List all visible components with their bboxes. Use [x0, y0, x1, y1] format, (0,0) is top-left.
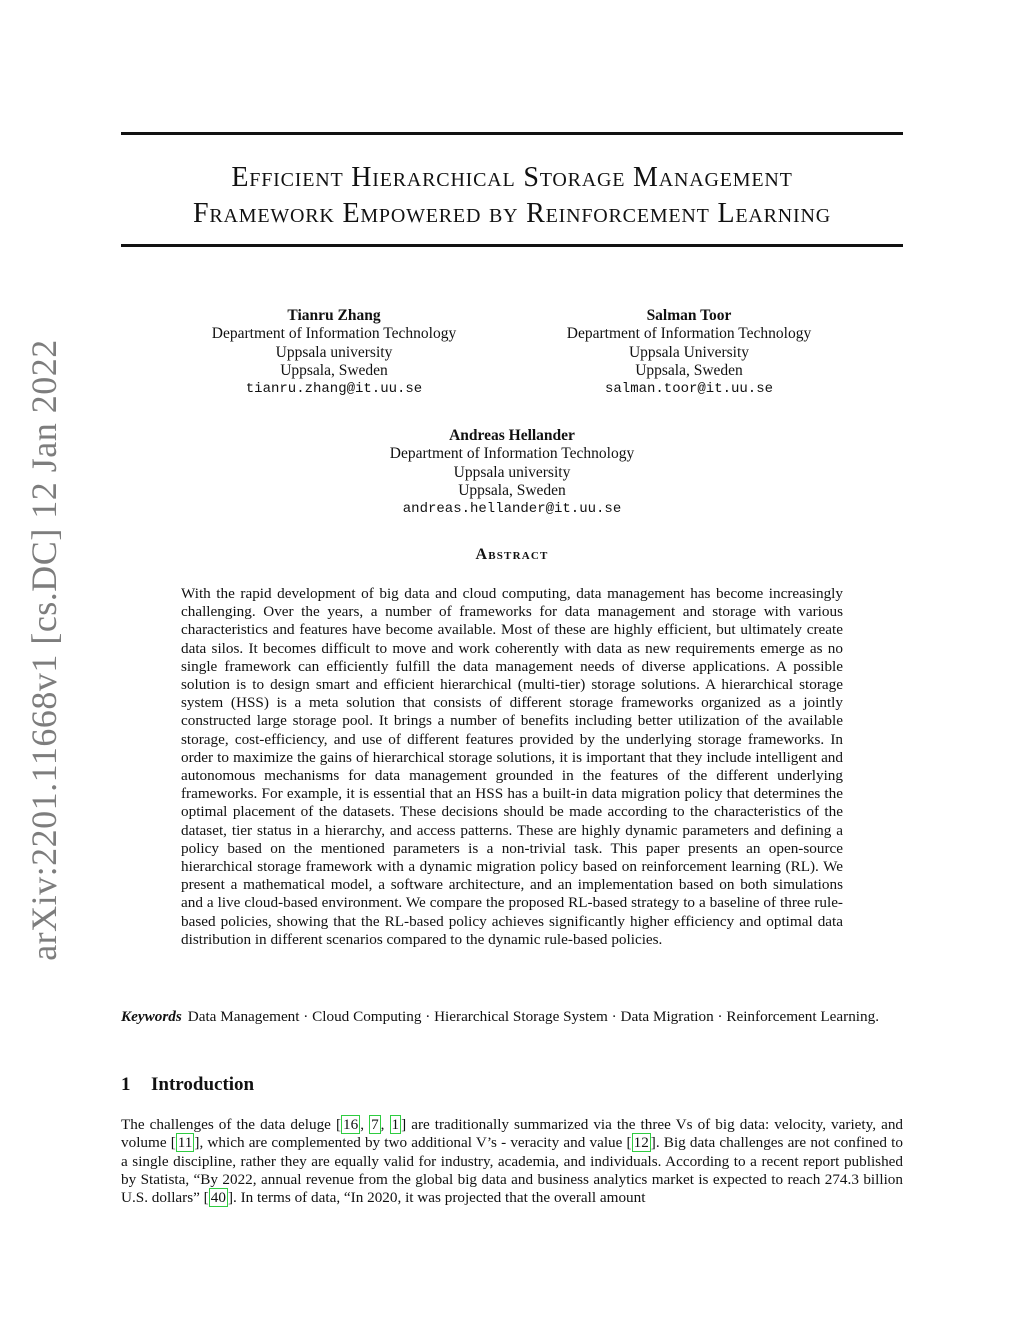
author-university: Uppsala university	[453, 463, 571, 481]
intro-text: The challenges of the data deluge [	[121, 1116, 342, 1133]
title-top-rule	[121, 132, 903, 135]
author-block-1	[184, 307, 484, 398]
section-title: Introduction	[151, 1074, 255, 1095]
citation-link[interactable]: 12	[633, 1134, 649, 1152]
author-university: Uppsala University	[628, 343, 750, 361]
keywords	[121, 1008, 903, 1026]
section-number: 1	[121, 1074, 131, 1095]
author-email[interactable]: salman.toor@it.uu.se	[604, 381, 774, 398]
intro-text: ,	[360, 1116, 370, 1133]
intro-text: ], which are complemented by two additional V’s - veracity and value [	[194, 1134, 632, 1152]
author-city: Uppsala, Sweden	[280, 361, 388, 379]
intro-text: ]. In terms of data, “In 2020, it was projected that the overall amount	[227, 1189, 646, 1207]
author-email[interactable]: andreas.hellander@it.uu.se	[402, 501, 622, 518]
intro-text: ]. Big data challenges are not confined to a single discipline, rather they are equally valid for industry, academia, and individuals. According to a recent report published by Statista, “By 2022, annual revenue from the global big data and business analytics market is expected to reach 274.3 billion U.S. dollars” [	[121, 1134, 903, 1207]
title-line-1: Efficient Hierarchical Storage Management	[231, 162, 793, 193]
arxiv-stamp-container	[14, 339, 74, 961]
citation-link[interactable]: 7	[371, 1116, 379, 1133]
title-bottom-rule	[121, 244, 903, 247]
author-block-3	[362, 427, 662, 518]
author-name: Salman Toor	[646, 307, 732, 324]
arxiv-stamp: arXiv:2201.11668v1 [cs.DC] 12 Jan 2022	[24, 339, 65, 961]
intro-paragraph	[121, 1116, 903, 1207]
title-line-2: Framework Empowered by Reinforcement Learning	[192, 198, 831, 229]
citation-link[interactable]: 1	[391, 1116, 400, 1133]
author-block-2	[539, 307, 839, 398]
author-department: Department of Information Technology	[566, 325, 812, 343]
author-email[interactable]: tianru.zhang@it.uu.se	[245, 381, 423, 398]
keywords-label: Keywords	[121, 1008, 182, 1025]
paper-title	[121, 160, 903, 232]
author-name: Andreas Hellander	[449, 427, 575, 444]
author-university: Uppsala university	[275, 343, 393, 361]
author-city: Uppsala, Sweden	[458, 481, 566, 499]
author-name: Tianru Zhang	[287, 307, 381, 324]
section-heading	[121, 1074, 254, 1096]
keywords-text: Data Management · Cloud Computing · Hierarchical Storage System · Data Migration · Reinforcement Learning.	[187, 1008, 879, 1025]
abstract-heading: Abstract	[475, 546, 549, 563]
author-city: Uppsala, Sweden	[635, 361, 743, 379]
author-department: Department of Information Technology	[389, 445, 635, 463]
citation-link[interactable]: 11	[177, 1134, 193, 1152]
author-department: Department of Information Technology	[211, 325, 457, 343]
citation-link[interactable]: 16	[343, 1116, 359, 1133]
intro-text: ,	[380, 1116, 390, 1133]
citation-link[interactable]: 40	[210, 1189, 226, 1207]
intro-text: ] are traditionally summarized via the three Vs of big data: velocity, variety, and volume [	[121, 1116, 904, 1152]
abstract-body: With the rapid development of big data and cloud computing, data management has become increasingly challenging. Over the years, a number of frameworks for data management and storage with various characteristics and features have become available. Most of these are highly efficient, but ultimately create data silos. It becomes difficult to move and work coherently with data as new requirements emerge as no single framework can efficiently fulfill the data management needs of diverse applications. A possible solution is to design smart and efficient hierarchical (multi-tier) storage solutions. A hierarchical storage system (HSS) is a meta solution that consists of different storage frameworks organized as a jointly constructed large storage pool. It brings a number of benefits including better utilization of the available storage, cost-efficiency, and use of different features provided by the underlying storage frameworks. In order to maximize the gains of hierarchical storage solutions, it is important that they include intelligent and autonomous mechanisms for data management grounded in the features of the different underlying frameworks. For example, it is essential that an HSS has a built-in data migration policy that determines the optimal placement of the datasets. These decisions should be made according to the characteristics of the dataset, tier status in a hierarchy, and access patterns. These are highly dynamic parameters and defining a policy based on the mentioned parameters is a non-trivial task. This paper presents an open-source hierarchical storage framework with a dynamic migration policy based on reinforcement learning (RL). We present a mathematical model, a software architecture, and an implementation based on both simulations and a live cloud-based environment. We compare the proposed RL-based strategy to a baseline of three rule-based policies, showing that the RL-based policy achieves significantly higher efficiency and optimal data distribution in different scenarios compared to the dynamic rule-based policies.	[181, 585, 843, 948]
